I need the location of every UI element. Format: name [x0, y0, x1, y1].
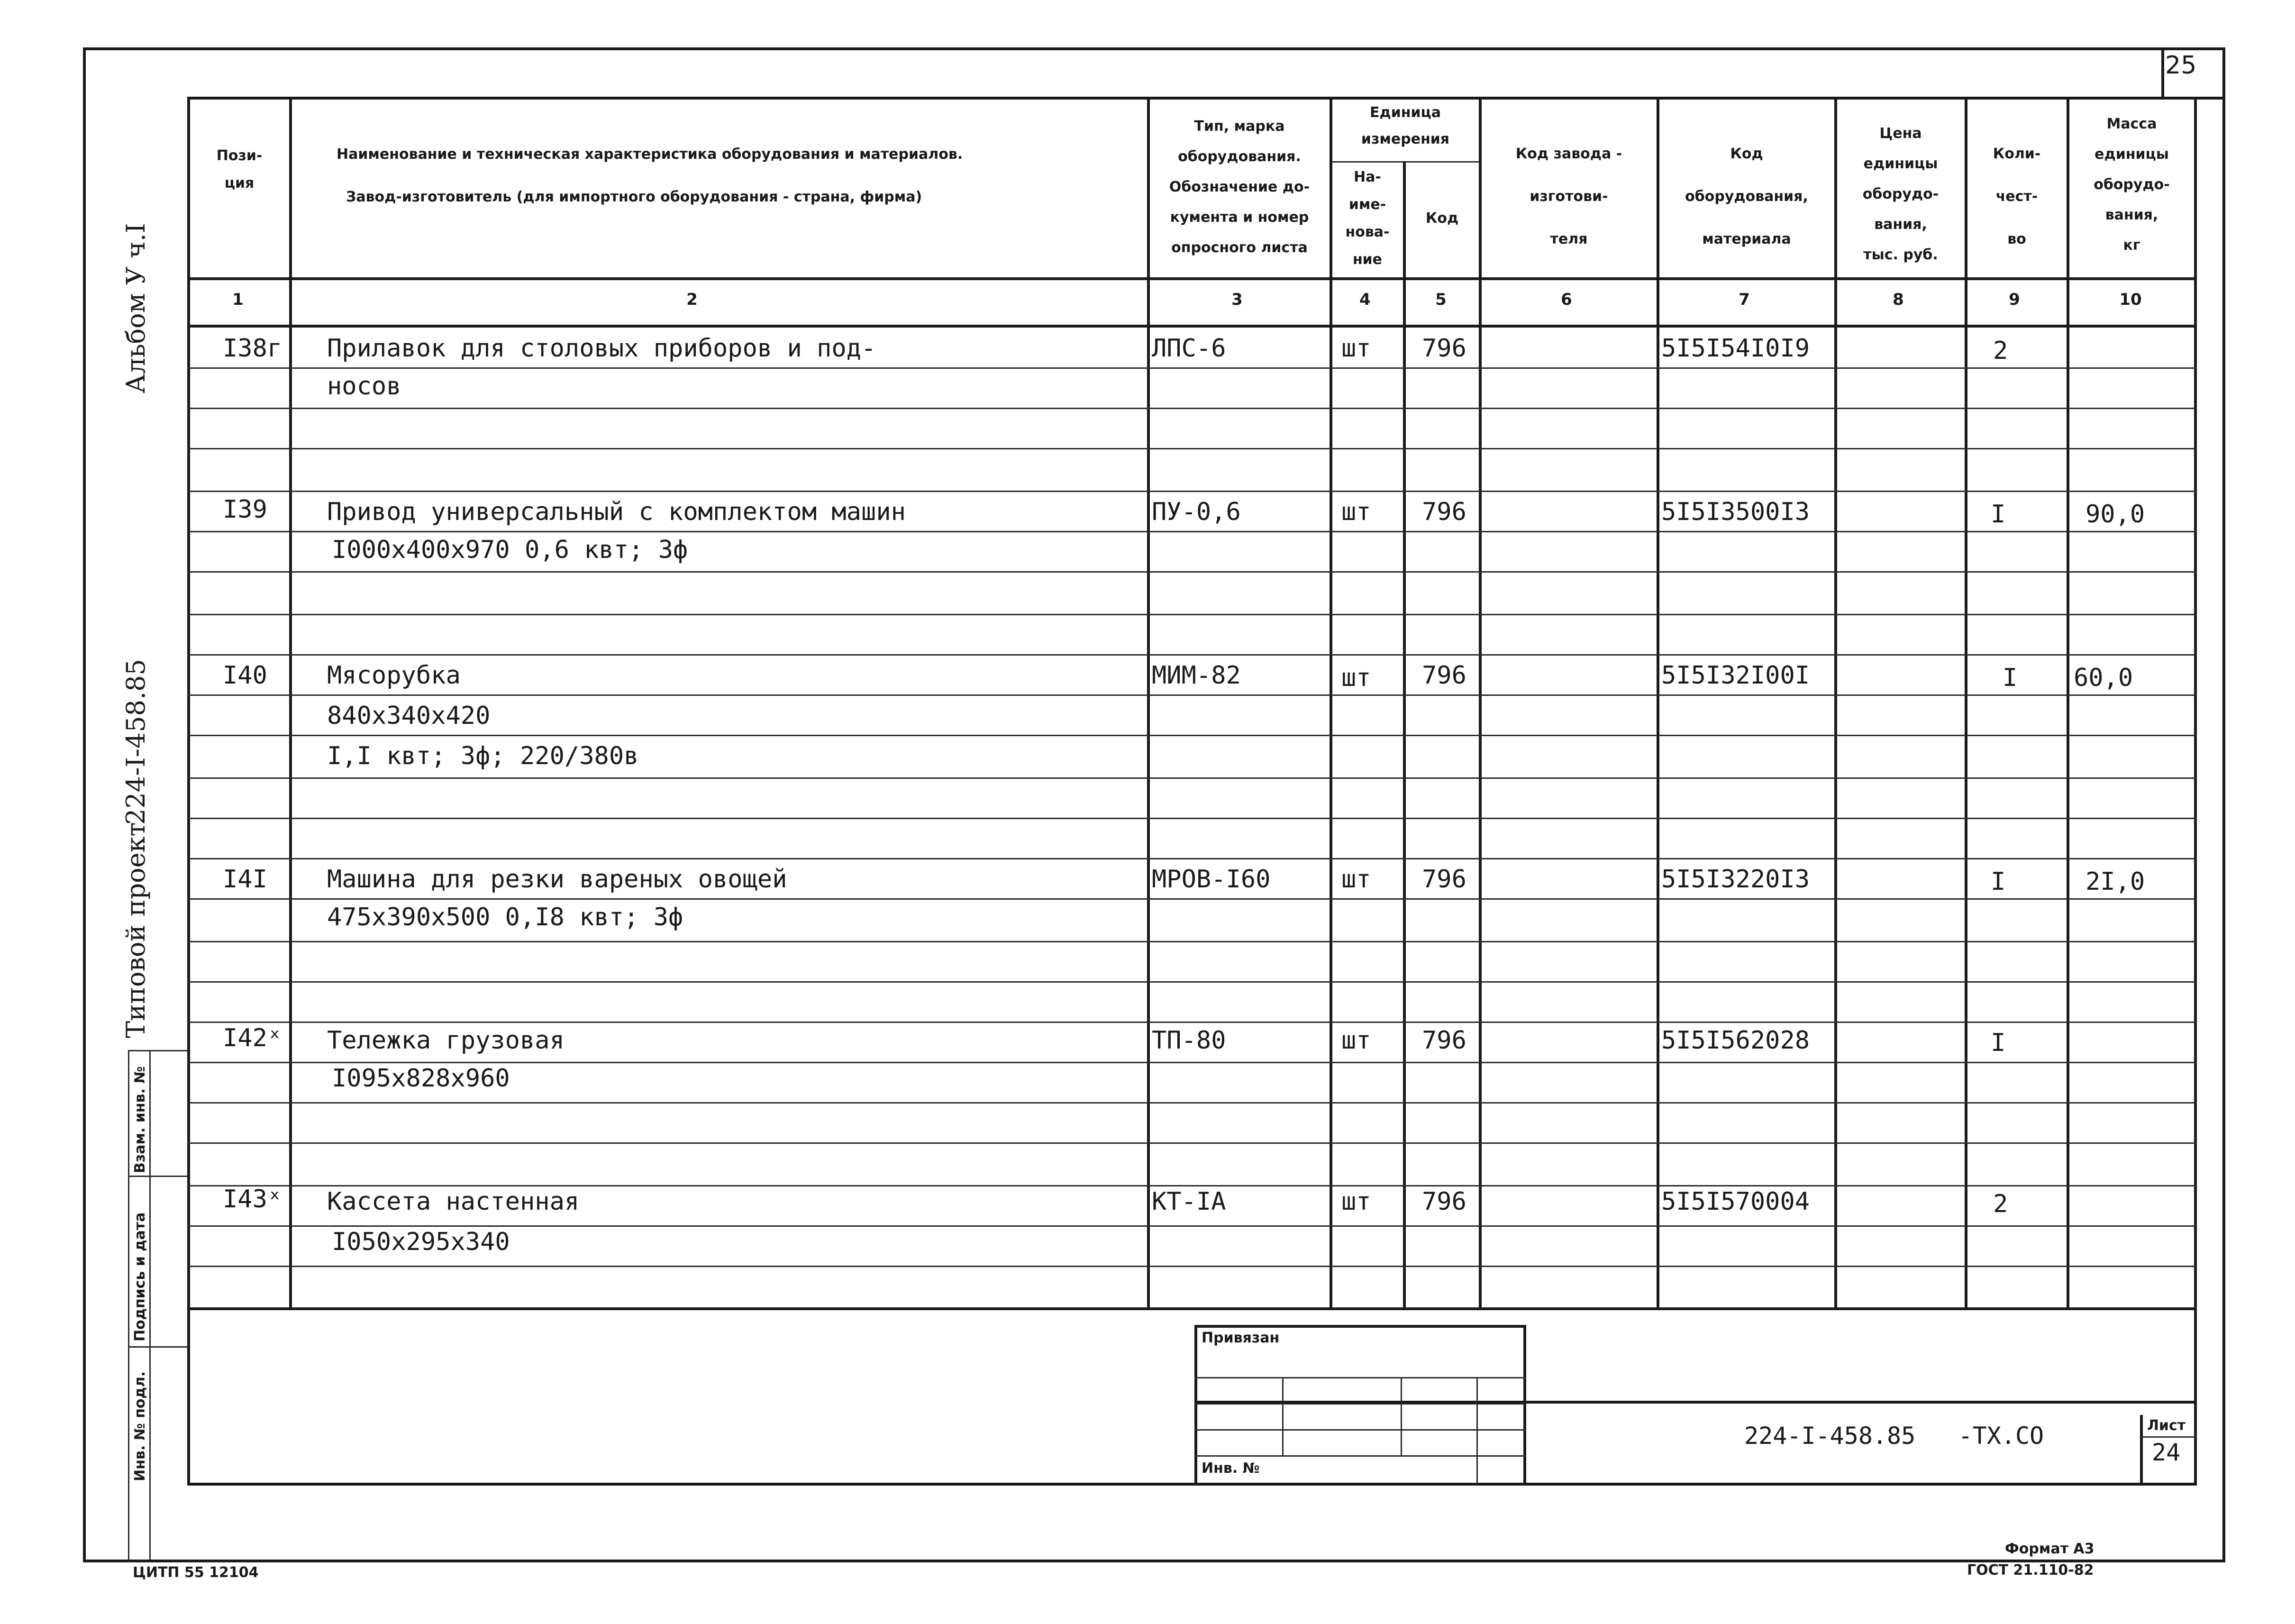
row-line [187, 448, 2197, 449]
row-line [187, 531, 2197, 532]
table-right [2194, 97, 2197, 1486]
row-unit: шт [1341, 865, 1371, 894]
row-name-line: 840х340х420 [327, 702, 491, 730]
row-line [187, 898, 2197, 900]
frame-right [2222, 47, 2225, 1562]
row-line [187, 614, 2197, 615]
row-name-line: Мясорубка [327, 661, 461, 690]
table-left [187, 97, 190, 1486]
row-quantity: I [1991, 1029, 2006, 1057]
stamp-col [1401, 1377, 1402, 1455]
side-label-vzam-inv: Взам. инв. № [132, 1066, 148, 1173]
row-unit-code: 796 [1422, 498, 1466, 526]
row-line [187, 408, 2197, 409]
footer-gost: ГОСТ 21.110-82 [1967, 1562, 2094, 1578]
colnum-1: 1 [232, 290, 244, 309]
row-name-line: I095х828х960 [332, 1064, 510, 1093]
row-line [187, 1266, 2197, 1267]
colnum-7: 7 [1739, 290, 1750, 309]
row-position: I4I [223, 865, 267, 894]
colnum-6: 6 [1561, 290, 1572, 309]
header-unit-name: На- име- нова- ние [1345, 169, 1390, 268]
row-line [187, 981, 2197, 983]
row-quantity: 2 [1993, 337, 2008, 365]
row-unit: шт [1341, 664, 1371, 692]
row-line [187, 818, 2197, 819]
table-body-bottom [187, 1307, 2197, 1310]
stamp-doc-designation: 224-I-458.85 -ТХ.СО [1744, 1422, 2044, 1450]
margin-stamp-sep [128, 1050, 187, 1051]
row-line [187, 777, 2197, 779]
header-unit-code: Код [1425, 210, 1459, 227]
row-quantity: I [2003, 664, 2018, 692]
row-line [187, 367, 2197, 369]
row-equipment-code: 5I5I570004 [1661, 1187, 1810, 1216]
row-equipment-code: 5I5I3220I3 [1661, 865, 1810, 894]
row-unit-code: 796 [1422, 661, 1466, 690]
col-sep-2 [1147, 97, 1150, 1310]
row-position: I38г [223, 334, 282, 363]
row-line [187, 1142, 2197, 1144]
col-sep-9 [2067, 97, 2069, 1310]
row-line [187, 694, 2197, 696]
row-unit-code: 796 [1422, 865, 1466, 894]
header-bottom [187, 277, 2197, 280]
sheet-label: Лист [2147, 1417, 2186, 1434]
row-line [187, 1102, 2197, 1104]
header-position: Пози- ция [216, 147, 263, 192]
row-type: МИМ-82 [1152, 661, 1241, 690]
row-position: I43ˣ [223, 1185, 282, 1213]
footer-left: ЦИТП 55 12104 [133, 1564, 259, 1581]
row-unit-code: 796 [1422, 1026, 1466, 1055]
col-sep-6 [1657, 97, 1659, 1310]
row-unit-code: 796 [1422, 1187, 1466, 1216]
row-equipment-code: 5I5I562028 [1661, 1026, 1810, 1055]
row-position: I42ˣ [223, 1024, 282, 1052]
row-unit: шт [1341, 498, 1371, 526]
margin-stamp-sep [128, 1176, 187, 1177]
row-unit: шт [1341, 334, 1371, 363]
side-label-project: Типовой проект [121, 822, 151, 1038]
row-line [187, 571, 2197, 573]
stamp-col [1282, 1377, 1284, 1455]
side-label-album: Альбом У ч.I [121, 223, 151, 393]
frame-top [83, 47, 2225, 50]
page-number-box-left [2161, 47, 2164, 100]
margin-stamp-left [128, 1050, 129, 1560]
colnum-10: 10 [2119, 290, 2142, 309]
row-name-line: носов [327, 372, 401, 401]
row-line [187, 1022, 2197, 1023]
footer-format: Формат А3 [2005, 1541, 2095, 1557]
row-type: ЛПС-6 [1152, 334, 1226, 363]
row-position: I40 [223, 661, 267, 690]
row-mass: 60,0 [2074, 664, 2133, 692]
header-equipment-code: Код оборудования, материала [1685, 146, 1808, 247]
col-sep-1 [289, 97, 292, 1310]
row-equipment-code: 5I5I32I00I [1661, 661, 1810, 690]
col-sep-8 [1965, 97, 1967, 1310]
row-name-line: Тележка грузовая [327, 1026, 565, 1055]
row-type: ПУ-0,6 [1152, 498, 1241, 526]
row-quantity: I [1991, 500, 2006, 529]
row-line [187, 654, 2197, 656]
row-type: МРОВ-I60 [1152, 865, 1271, 894]
header-quantity: Коли- чест- во [1993, 146, 2041, 247]
side-label-sign-date: Подпись и дата [132, 1212, 148, 1341]
colnum-2: 2 [686, 290, 698, 309]
table-bottom [187, 1483, 2197, 1486]
frame-bottom [83, 1560, 2225, 1562]
colnum-9: 9 [2009, 290, 2020, 309]
stamp-top [1194, 1325, 1526, 1328]
row-name-line: 475х390х500 0,I8 квт; 3ф [327, 903, 683, 931]
header-name-line1: Наименование и техническая характеристика оборудования и материалов. [337, 146, 963, 163]
frame-left [83, 47, 86, 1560]
col-sep-5 [1479, 97, 1482, 1310]
row-type: КТ-IА [1152, 1187, 1226, 1216]
header-type: Тип, марка оборудования. Обозначение до- кумента и номер опросного листа [1169, 118, 1310, 256]
header-unit-group: Единица измерения [1361, 104, 1450, 147]
colnum-bottom [187, 325, 2197, 328]
stamp-privyazan: Привязан [1202, 1330, 1280, 1346]
row-name-line: Машина для резки вареных овощей [327, 865, 787, 894]
row-type: ТП-80 [1152, 1026, 1226, 1055]
colnum-3: 3 [1231, 290, 1243, 309]
sheet-box-sep [2140, 1436, 2197, 1438]
side-label-inv-podl: Инв. № подл. [132, 1371, 148, 1481]
row-quantity: I [1991, 867, 2006, 896]
sheet-box-left [2140, 1415, 2143, 1484]
row-line [187, 491, 2197, 492]
colnum-5: 5 [1435, 290, 1447, 309]
row-unit: шт [1341, 1026, 1371, 1055]
header-price: Цена единицы оборудо- вания, тыс. руб. [1862, 125, 1939, 263]
row-name-line: I,I квт; 3ф; 220/380в [327, 742, 639, 770]
side-label-doc-code: 224-I-458.85 [121, 659, 151, 825]
header-name-line2: Завод-изготовитель (для импортного оборудования - страна, фирма) [346, 189, 922, 205]
row-position: I39 [223, 495, 267, 524]
row-equipment-code: 5I5I54I0I9 [1661, 334, 1810, 363]
row-name-line: Привод универсальный с комплектом машин [327, 498, 906, 526]
row-unit-code: 796 [1422, 334, 1466, 363]
sheet-number: 24 [2152, 1439, 2181, 1466]
stamp-title-top [1194, 1401, 2197, 1404]
row-name-line: Кассета настенная [327, 1187, 580, 1216]
header-mass: Масса единицы оборудо- вания, кг [2094, 116, 2170, 254]
row-mass: 2I,0 [2086, 867, 2145, 896]
page-number: 25 [2165, 51, 2197, 80]
table-top [187, 97, 2197, 100]
colnum-4: 4 [1359, 290, 1371, 309]
row-mass: 90,0 [2086, 500, 2145, 529]
row-quantity: 2 [1993, 1190, 2008, 1218]
row-unit: шт [1341, 1187, 1371, 1216]
row-line [187, 941, 2197, 942]
row-name-line: I050х295х340 [332, 1228, 510, 1256]
row-name-line: Прилавок для столовых приборов и под- [327, 334, 876, 363]
margin-stamp-sep [128, 1346, 187, 1348]
row-line [187, 735, 2197, 736]
header-factory-code: Код завода - изготови- теля [1515, 146, 1622, 247]
stamp-inv-no: Инв. № [1202, 1460, 1260, 1477]
colnum-8: 8 [1893, 290, 1904, 309]
row-line [187, 858, 2197, 859]
row-name-line: I000х400х970 0,6 квт; 3ф [332, 536, 688, 564]
col-sep-3 [1330, 97, 1332, 1310]
margin-stamp-mid [149, 1050, 151, 1560]
stamp-col [1476, 1377, 1478, 1484]
col-sep-7 [1834, 97, 1837, 1310]
row-equipment-code: 5I5I3500I3 [1661, 498, 1810, 526]
